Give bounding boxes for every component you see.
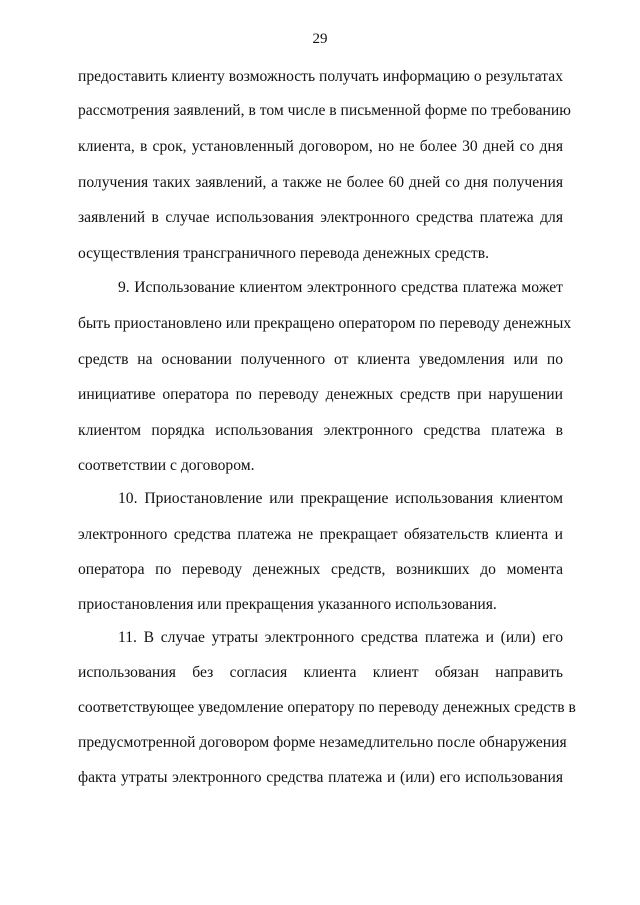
text-line: соответствующее уведомление оператору по переводу денежных средств в — [78, 699, 576, 716]
text-line: использования без согласия клиента клиент обязан направить — [78, 664, 563, 681]
text-line: осуществления трансграничного перевода денежных средств. — [78, 245, 489, 262]
text-line: 9. Использование клиентом электронного средства платежа может — [118, 279, 563, 296]
text-line: клиента, в срок, установленный договором, но не более 30 дней со дня — [78, 138, 563, 155]
text-line: клиентом порядка использования электронного средства платежа в — [78, 422, 563, 439]
page-number: 29 — [312, 31, 328, 47]
text-line: предоставить клиенту возможность получать информацию о результатах — [78, 68, 563, 85]
text-line: быть приостановлено или прекращено оператором по переводу денежных — [78, 315, 572, 332]
text-line: факта утраты электронного средства платежа и (или) его использования — [78, 769, 563, 786]
text-line: инициативе оператора по переводу денежных средств при нарушении — [78, 386, 563, 403]
text-line: получения таких заявлений, а также не более 60 дней со дня получения — [78, 174, 563, 191]
text-line: электронного средства платежа не прекращает обязательств клиента и — [78, 526, 563, 543]
text-line: 11. В случае утраты электронного средства платежа и (или) его — [118, 629, 563, 646]
text-line: средств на основании полученного от клиента уведомления или по — [78, 351, 563, 368]
text-line: заявлений в случае использования электронного средства платежа для — [78, 209, 563, 226]
text-line: приостановления или прекращения указанного использования. — [78, 596, 497, 613]
text-line: 10. Приостановление или прекращение использования клиентом — [118, 490, 563, 507]
text-line: предусмотренной договором форме незамедлительно после обнаружения — [78, 734, 567, 751]
text-line: рассмотрения заявлений, в том числе в письменной форме по требованию — [78, 102, 571, 119]
text-line: оператора по переводу денежных средств, возникших до момента — [78, 561, 563, 578]
text-line: соответствии с договором. — [78, 457, 255, 474]
